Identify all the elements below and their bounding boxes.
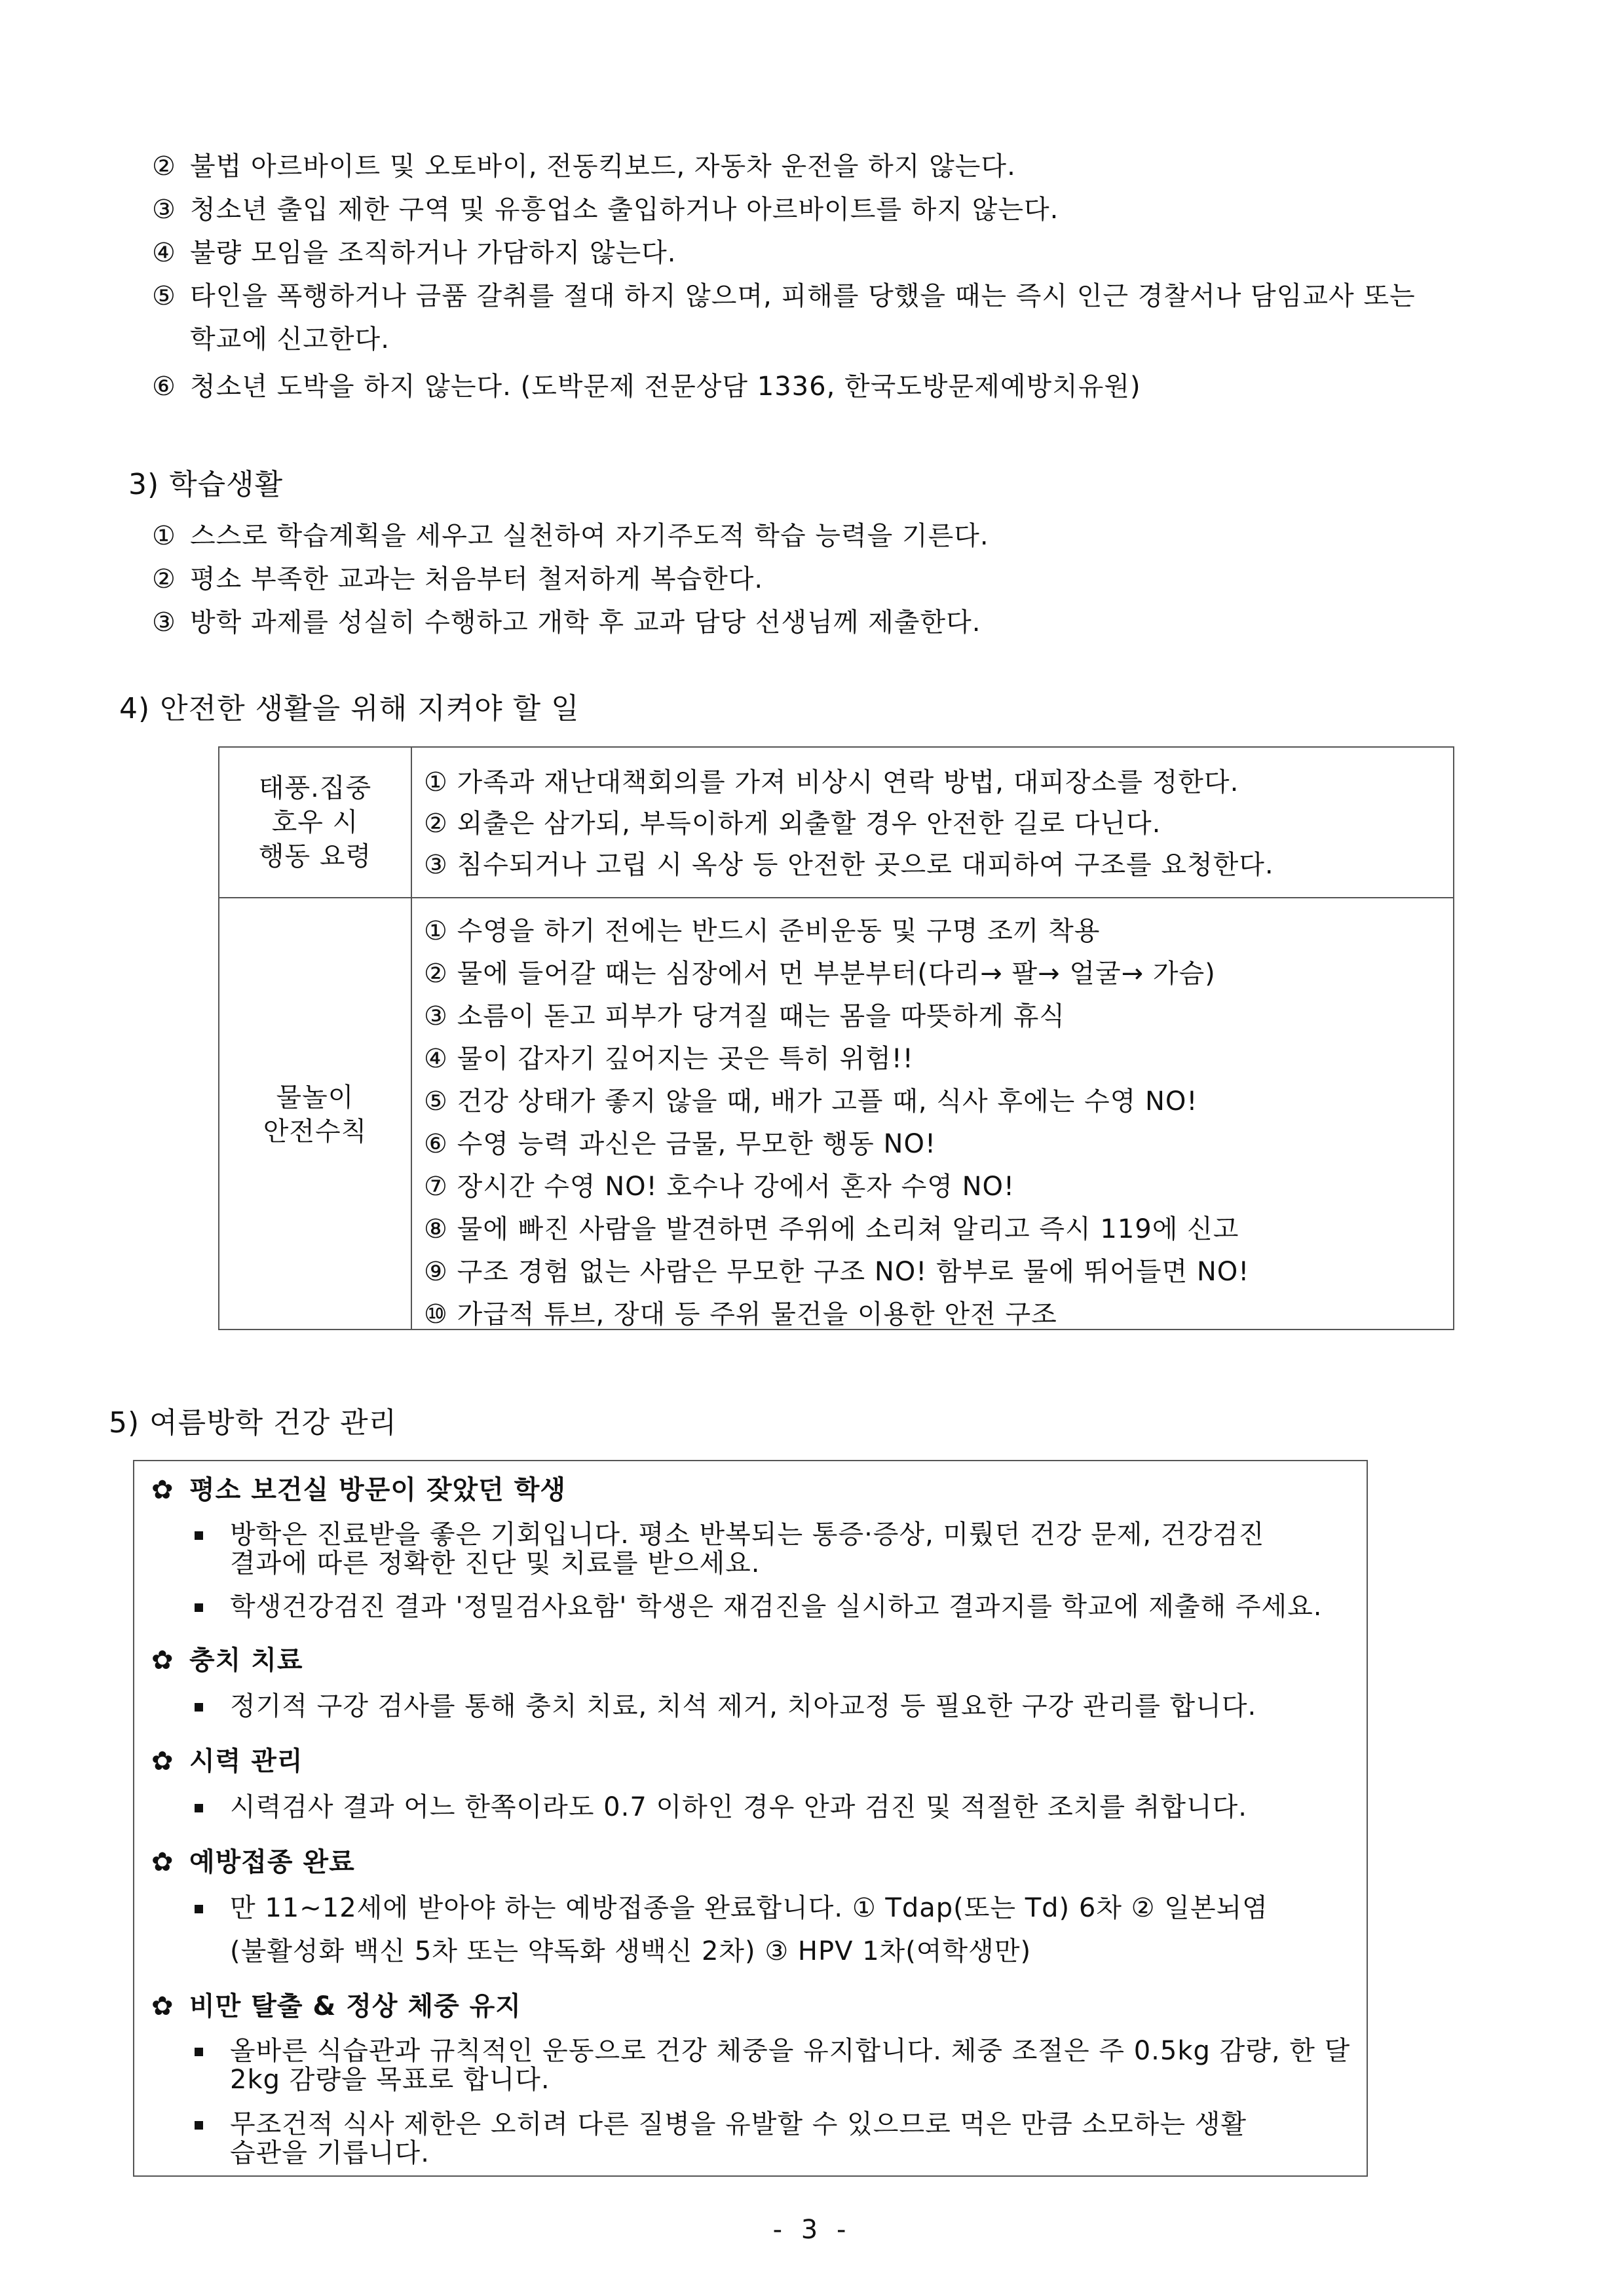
row-category: 태풍.집중 호우 시 행동 요령 bbox=[258, 773, 372, 871]
list-item: ④ 불량 모임을 조직하거나 가담하지 않는다. bbox=[152, 238, 677, 268]
health-section-title: ✿ 예방접종 완료 bbox=[151, 1847, 355, 1877]
list-item-continuation: 학교에 신고한다. bbox=[190, 324, 390, 354]
square-bullet-icon bbox=[195, 1603, 203, 1612]
square-bullet-icon bbox=[195, 1531, 203, 1540]
list-item: ② 평소 부족한 교과는 처음부터 철저하게 복습한다. bbox=[152, 564, 764, 594]
list-item: ③ 방학 과제를 성실히 수행하고 개학 후 교과 담당 선생님께 제출한다. bbox=[152, 607, 981, 638]
square-bullet-icon bbox=[195, 1703, 203, 1712]
list-item: ⑤ 타인을 폭행하거나 금품 갈취를 절대 하지 않으며, 피해를 당했을 때는 즉시 인근 경찰서나 담임교사 또는 bbox=[152, 281, 1416, 311]
square-bullet-icon bbox=[195, 1905, 203, 1913]
section-heading-safety: 4) 안전한 생활을 위해 지켜야 할 일 bbox=[119, 692, 580, 725]
list-item: ③ 청소년 출입 제한 구역 및 유흥업소 출입하거나 아르바이트를 하지 않는다. bbox=[152, 195, 1059, 225]
list-item: ① 스스로 학습계획을 세우고 실천하여 자기주도적 학습 능력을 기른다. bbox=[152, 521, 989, 551]
row-category: 물놀이 안전수칙 bbox=[263, 1082, 368, 1147]
row-items: ① 가족과 재난대책회의를 가져 비상시 연락 방법, 대피장소를 정한다. ② 외출은 삼가되, 부득이하게 외출할 경우 안전한 길로 다닌다. ③ 침수되거나 고립 시 옥상 등 안전한 곳으로 대피하여 구조를 요청한다. bbox=[424, 767, 1274, 880]
square-bullet-icon bbox=[195, 2121, 203, 2130]
flower-icon: ✿ bbox=[151, 1746, 174, 1776]
row-items: ① 수영을 하기 전에는 반드시 준비운동 및 구명 조끼 착용 ② 물에 들어갈 때는 심장에서 먼 부분부터(다리→ 팔→ 얼굴→ 가슴) ③ 소름이 돋고 피부가 당겨질 때는 몸을 따뜻하게 휴식 ④ 물이 갑자기 깊어지는 곳은 특히 위험!! ⑤ 건강 상태가 좋지 않을 때, 배가 고플 때, 식사 후에는 수영 NO! ⑥ 수영 능력 과신은 금물, 무모한 행동 NO! ⑦ 장시간 수영 NO! 호수나 강에서 혼자 수영 NO! ⑧ 물에 빠진 사람을 발견하면 주위에 소리쳐 알리고 즉시 119에 신고 ⑨ 구조 경험 없는 사람은 무모한 구조 NO! 함부로 물에 뛰어들면 NO! ⑩ 가급적 튜브, 장대 등 주위 물건을 이용한 안전 구조 bbox=[424, 916, 1250, 1330]
list-item: ② 불법 아르바이트 및 오토바이, 전동킥보드, 자동차 운전을 하지 않는다. bbox=[152, 151, 1016, 182]
square-bullet-icon bbox=[195, 1804, 203, 1812]
health-section-title: ✿ 충치 치료 bbox=[151, 1645, 303, 1675]
square-bullet-icon bbox=[195, 2048, 203, 2056]
list-item: ⑥ 청소년 도박을 하지 않는다. (도박문제 전문상담 1336, 한국도방문제예방치유원) bbox=[152, 372, 1141, 402]
section-heading-health: 5) 여름방학 건강 관리 bbox=[109, 1406, 398, 1440]
page-number: - 3 - bbox=[772, 2215, 852, 2245]
health-box: ✿ 평소 보건실 방문이 잦았던 학생 방학은 진료받을 좋은 기회입니다. 평소 반복되는 통증·증상, 미뤘던 건강 문제, 건강검진 결과에 따른 정확한 진단 및 치료를 받으세요. 학생건강검진 결과 '정밀검사요함' 학생은 재검진을 실시하고 결과지를 학교에 제출해 주세요. ✿ 충치 치료 정기적 구강 검사를 통해 충치 치료, 치석 제거, 치아교정 등 필요한 구강 관리를 합니다. ✿ 시력 관리 시력검사 결과 어느 한쪽이라도 0.7 이하인 경우 안과 검진 및 적절한 조치를 취합니다. ✿ 예방접종 완료 만 11~12세에 받아야 하는 예방접종을 완료합니다. ① Tdap(또는 Td) 6차 ② 일본뇌염 (불활성화 백신 5차 또는 약독화 생백신 2차) ③ HPV 1차(여학생만) ✿ 비만 탈출 & 정상 체중 유지 올바른 식습관과 규칙적인 운동으로 건강 체중을 유지합니다. 체중 조절은 주 0.5kg 감량, 한 달 2kg 감량을 목표로 합니다. 무조건적 식사 제한은 오히려 다른 질병을 유발할 수 있으므로 먹은 만큼 소모하는 생활 습관을 기릅니다. bbox=[133, 1460, 1368, 2177]
table-row-typhoon bbox=[219, 748, 1453, 898]
flower-icon: ✿ bbox=[151, 1847, 174, 1877]
safety-table bbox=[218, 746, 1454, 1330]
health-section-title: ✿ 비만 탈출 & 정상 체중 유지 bbox=[151, 1991, 521, 2021]
flower-icon: ✿ bbox=[151, 1475, 174, 1505]
flower-icon: ✿ bbox=[151, 1645, 174, 1675]
health-section-title: ✿ 평소 보건실 방문이 잦았던 학생 bbox=[151, 1475, 567, 1505]
section-heading-study: 3) 학습생활 bbox=[128, 468, 284, 501]
health-section-title: ✿ 시력 관리 bbox=[151, 1746, 303, 1776]
flower-icon: ✿ bbox=[151, 1991, 174, 2021]
